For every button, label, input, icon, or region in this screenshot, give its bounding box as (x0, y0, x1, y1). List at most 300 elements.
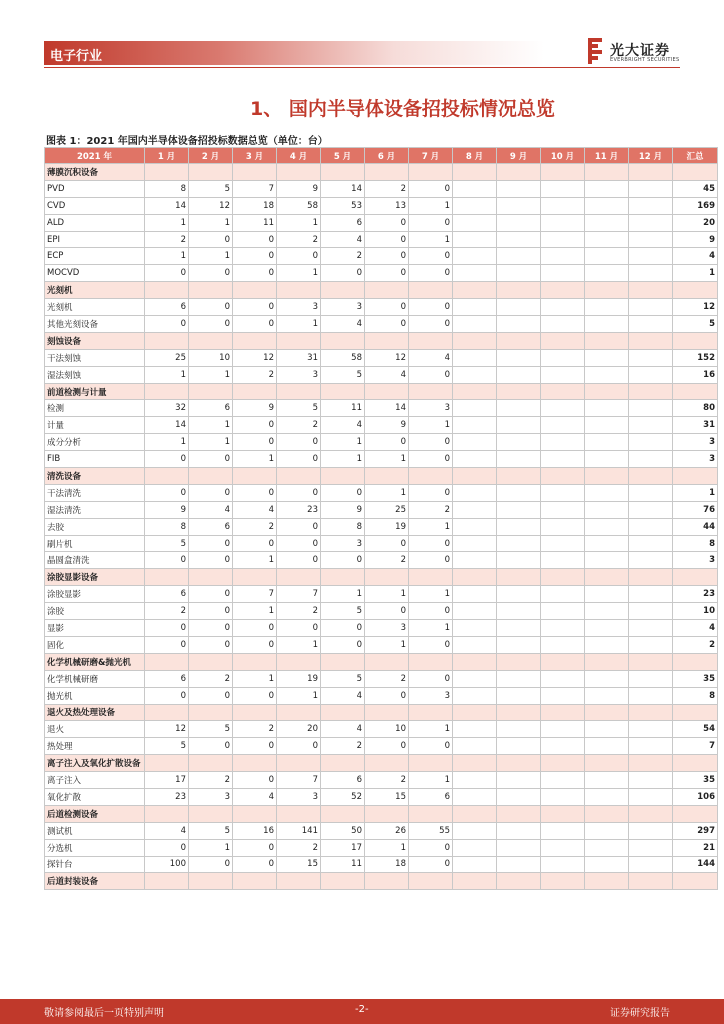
empty-cell (541, 856, 585, 873)
month-value: 0 (409, 366, 453, 383)
empty-cell (497, 349, 541, 366)
category-label: 清洗设备 (45, 468, 145, 485)
empty-cell (541, 721, 585, 738)
month-value: 0 (321, 265, 365, 282)
empty-cell (629, 400, 673, 417)
empty-cell (321, 653, 365, 670)
row-total: 76 (673, 501, 718, 518)
month-value: 8 (321, 518, 365, 535)
empty-cell (673, 704, 718, 721)
category-label: 刻蚀设备 (45, 332, 145, 349)
month-value: 3 (365, 620, 409, 637)
month-value: 4 (233, 788, 277, 805)
month-value: 14 (145, 197, 189, 214)
month-value: 0 (277, 434, 321, 451)
empty-cell (453, 383, 497, 400)
empty-cell (673, 653, 718, 670)
empty-cell (145, 704, 189, 721)
empty-cell (585, 772, 629, 789)
empty-cell (277, 653, 321, 670)
table-row (45, 788, 718, 805)
month-value: 2 (321, 248, 365, 265)
month-value: 0 (409, 839, 453, 856)
month-value: 19 (365, 518, 409, 535)
row-label: EPI (45, 231, 145, 248)
empty-cell (629, 434, 673, 451)
month-value: 14 (145, 417, 189, 434)
month-value: 0 (365, 248, 409, 265)
empty-cell (541, 316, 585, 333)
row-label: FIB (45, 451, 145, 468)
category-row (45, 873, 718, 890)
empty-cell (497, 738, 541, 755)
empty-cell (541, 687, 585, 704)
month-value: 7 (233, 586, 277, 603)
month-value: 10 (189, 349, 233, 366)
empty-cell (541, 518, 585, 535)
month-value: 3 (277, 299, 321, 316)
row-total: 3 (673, 434, 718, 451)
empty-cell (629, 484, 673, 501)
month-value: 5 (277, 400, 321, 417)
month-value: 5 (321, 366, 365, 383)
month-value: 0 (409, 451, 453, 468)
month-value: 2 (409, 501, 453, 518)
empty-cell (453, 839, 497, 856)
table-row (45, 214, 718, 231)
month-value: 0 (189, 535, 233, 552)
empty-cell (453, 670, 497, 687)
month-value: 9 (365, 417, 409, 434)
empty-cell (453, 501, 497, 518)
empty-cell (541, 805, 585, 822)
empty-cell (629, 197, 673, 214)
empty-cell (453, 282, 497, 299)
month-value: 55 (409, 822, 453, 839)
row-label: 干法清洗 (45, 484, 145, 501)
month-value: 0 (233, 299, 277, 316)
empty-cell (585, 349, 629, 366)
empty-cell (453, 873, 497, 890)
month-value: 0 (365, 299, 409, 316)
empty-cell (629, 265, 673, 282)
month-value: 25 (365, 501, 409, 518)
empty-cell (629, 569, 673, 586)
empty-cell (365, 164, 409, 181)
empty-cell (629, 586, 673, 603)
empty-cell (497, 518, 541, 535)
empty-cell (585, 383, 629, 400)
empty-cell (541, 299, 585, 316)
row-total: 4 (673, 620, 718, 637)
empty-cell (365, 653, 409, 670)
table-row (45, 434, 718, 451)
empty-cell (629, 620, 673, 637)
month-value: 0 (233, 484, 277, 501)
empty-cell (453, 704, 497, 721)
empty-cell (189, 755, 233, 772)
empty-cell (365, 383, 409, 400)
empty-cell (541, 248, 585, 265)
empty-cell (453, 214, 497, 231)
empty-cell (629, 349, 673, 366)
empty-cell (365, 468, 409, 485)
category-row (45, 704, 718, 721)
month-value: 0 (409, 484, 453, 501)
empty-cell (497, 873, 541, 890)
empty-cell (321, 282, 365, 299)
table-row (45, 670, 718, 687)
month-value: 1 (365, 484, 409, 501)
month-value: 12 (189, 197, 233, 214)
empty-cell (453, 316, 497, 333)
table-row (45, 738, 718, 755)
empty-cell (189, 383, 233, 400)
month-value: 1 (409, 417, 453, 434)
empty-cell (585, 248, 629, 265)
empty-cell (497, 180, 541, 197)
month-value: 1 (233, 552, 277, 569)
empty-cell (497, 721, 541, 738)
month-value: 0 (277, 535, 321, 552)
empty-cell (541, 434, 585, 451)
section-label: 电子行业 (50, 49, 103, 64)
row-label: 测试机 (45, 822, 145, 839)
month-value: 2 (365, 180, 409, 197)
month-value: 6 (145, 586, 189, 603)
row-total: 20 (673, 214, 718, 231)
header-cell: 8 月 (453, 148, 497, 164)
empty-cell (673, 164, 718, 181)
table-row (45, 636, 718, 653)
empty-cell (497, 620, 541, 637)
row-label: 分选机 (45, 839, 145, 856)
empty-cell (233, 282, 277, 299)
row-label: 热处理 (45, 738, 145, 755)
month-value: 0 (189, 620, 233, 637)
empty-cell (629, 805, 673, 822)
empty-cell (453, 586, 497, 603)
empty-cell (629, 164, 673, 181)
empty-cell (497, 434, 541, 451)
table-row (45, 721, 718, 738)
empty-cell (629, 839, 673, 856)
month-value: 4 (321, 417, 365, 434)
empty-cell (585, 620, 629, 637)
table-row (45, 299, 718, 316)
empty-cell (629, 535, 673, 552)
empty-cell (189, 282, 233, 299)
empty-cell (453, 434, 497, 451)
empty-cell (541, 231, 585, 248)
row-label: 抛光机 (45, 687, 145, 704)
month-value: 9 (145, 501, 189, 518)
month-value: 6 (321, 214, 365, 231)
month-value: 15 (277, 856, 321, 873)
empty-cell (453, 687, 497, 704)
table-row (45, 501, 718, 518)
empty-cell (585, 197, 629, 214)
month-value: 11 (321, 856, 365, 873)
row-total: 1 (673, 484, 718, 501)
month-value: 1 (409, 197, 453, 214)
month-value: 1 (189, 417, 233, 434)
empty-cell (409, 383, 453, 400)
empty-cell (277, 755, 321, 772)
month-value: 1 (233, 451, 277, 468)
month-value: 23 (145, 788, 189, 805)
empty-cell (277, 164, 321, 181)
empty-cell (453, 299, 497, 316)
row-label: CVD (45, 197, 145, 214)
logo-text: 光大证券 (610, 43, 670, 59)
empty-cell (277, 805, 321, 822)
logo-icon (588, 38, 604, 64)
month-value: 0 (145, 636, 189, 653)
empty-cell (541, 332, 585, 349)
month-value: 1 (277, 636, 321, 653)
empty-cell (585, 755, 629, 772)
empty-cell (541, 603, 585, 620)
month-value: 4 (321, 231, 365, 248)
empty-cell (629, 873, 673, 890)
row-total: 44 (673, 518, 718, 535)
empty-cell (189, 468, 233, 485)
row-label: 干法刻蚀 (45, 349, 145, 366)
month-value: 9 (233, 400, 277, 417)
month-value: 0 (365, 214, 409, 231)
month-value: 0 (365, 231, 409, 248)
month-value: 0 (365, 738, 409, 755)
month-value: 0 (145, 552, 189, 569)
category-row (45, 383, 718, 400)
month-value: 8 (145, 518, 189, 535)
row-label: 成分分析 (45, 434, 145, 451)
empty-cell (497, 788, 541, 805)
category-label: 退火及热处理设备 (45, 704, 145, 721)
month-value: 1 (321, 434, 365, 451)
empty-cell (409, 164, 453, 181)
empty-cell (585, 873, 629, 890)
table-header-row (45, 148, 718, 164)
empty-cell (585, 822, 629, 839)
month-value: 2 (233, 721, 277, 738)
month-value: 0 (145, 265, 189, 282)
empty-cell (497, 366, 541, 383)
empty-cell (189, 569, 233, 586)
row-label: 其他光刻设备 (45, 316, 145, 333)
empty-cell (453, 332, 497, 349)
empty-cell (497, 501, 541, 518)
month-value: 0 (233, 620, 277, 637)
month-value: 10 (365, 721, 409, 738)
month-value: 0 (321, 484, 365, 501)
row-label: 湿法刻蚀 (45, 366, 145, 383)
empty-cell (497, 603, 541, 620)
row-label: 探针台 (45, 856, 145, 873)
header-cell: 11 月 (585, 148, 629, 164)
month-value: 1 (145, 434, 189, 451)
month-value: 2 (189, 670, 233, 687)
empty-cell (233, 569, 277, 586)
empty-cell (277, 332, 321, 349)
empty-cell (585, 164, 629, 181)
empty-cell (585, 265, 629, 282)
empty-cell (629, 636, 673, 653)
row-total: 16 (673, 366, 718, 383)
row-label: 退火 (45, 721, 145, 738)
empty-cell (585, 805, 629, 822)
row-total: 8 (673, 535, 718, 552)
table-row (45, 856, 718, 873)
month-value: 0 (409, 265, 453, 282)
empty-cell (277, 873, 321, 890)
empty-cell (453, 653, 497, 670)
empty-cell (497, 468, 541, 485)
month-value: 2 (365, 670, 409, 687)
empty-cell (189, 332, 233, 349)
empty-cell (365, 282, 409, 299)
brand-logo (588, 38, 688, 68)
empty-cell (541, 620, 585, 637)
header-cell: 9 月 (497, 148, 541, 164)
empty-cell (409, 282, 453, 299)
empty-cell (497, 653, 541, 670)
table-row (45, 772, 718, 789)
empty-cell (409, 653, 453, 670)
empty-cell (189, 704, 233, 721)
month-value: 5 (145, 738, 189, 755)
empty-cell (497, 636, 541, 653)
empty-cell (629, 248, 673, 265)
month-value: 0 (145, 620, 189, 637)
month-value: 4 (409, 349, 453, 366)
empty-cell (497, 197, 541, 214)
category-label: 涂胶显影设备 (45, 569, 145, 586)
month-value: 0 (189, 484, 233, 501)
empty-cell (585, 400, 629, 417)
table-row (45, 400, 718, 417)
table-row (45, 349, 718, 366)
month-value: 5 (145, 535, 189, 552)
row-total: 297 (673, 822, 718, 839)
month-value: 1 (365, 636, 409, 653)
empty-cell (497, 451, 541, 468)
month-value: 1 (145, 248, 189, 265)
empty-cell (585, 501, 629, 518)
empty-cell (497, 856, 541, 873)
month-value: 0 (189, 738, 233, 755)
empty-cell (541, 265, 585, 282)
empty-cell (365, 332, 409, 349)
table-caption: 图表 1：2021 年国内半导体设备招投标数据总览（单位：台） (46, 136, 328, 147)
empty-cell (277, 383, 321, 400)
page-number: -2- (355, 1004, 369, 1015)
month-value: 2 (145, 603, 189, 620)
month-value: 1 (277, 265, 321, 282)
month-value: 9 (321, 501, 365, 518)
empty-cell (453, 468, 497, 485)
month-value: 12 (365, 349, 409, 366)
empty-cell (497, 214, 541, 231)
empty-cell (453, 197, 497, 214)
empty-cell (629, 417, 673, 434)
empty-cell (409, 704, 453, 721)
month-value: 1 (277, 687, 321, 704)
empty-cell (629, 670, 673, 687)
empty-cell (585, 603, 629, 620)
header-cell: 2 月 (189, 148, 233, 164)
month-value: 0 (233, 738, 277, 755)
table-row (45, 366, 718, 383)
row-label: ECP (45, 248, 145, 265)
month-value: 0 (277, 484, 321, 501)
empty-cell (497, 772, 541, 789)
month-value: 1 (189, 366, 233, 383)
empty-cell (541, 670, 585, 687)
empty-cell (409, 873, 453, 890)
header-cell: 汇总 (673, 148, 718, 164)
row-label: ALD (45, 214, 145, 231)
month-value: 1 (145, 214, 189, 231)
row-label: PVD (45, 180, 145, 197)
month-value: 1 (365, 451, 409, 468)
month-value: 1 (409, 231, 453, 248)
row-label: 去胶 (45, 518, 145, 535)
month-value: 14 (365, 400, 409, 417)
empty-cell (585, 332, 629, 349)
table-row (45, 620, 718, 637)
month-value: 0 (145, 451, 189, 468)
empty-cell (585, 721, 629, 738)
row-total: 31 (673, 417, 718, 434)
month-value: 2 (321, 738, 365, 755)
month-value: 0 (409, 856, 453, 873)
month-value: 2 (189, 772, 233, 789)
empty-cell (541, 400, 585, 417)
month-value: 1 (233, 670, 277, 687)
footer-disclaimer: 敬请参阅最后一页特别声明 (44, 1008, 164, 1019)
row-label: 涂胶显影 (45, 586, 145, 603)
month-value: 0 (189, 451, 233, 468)
table-row (45, 197, 718, 214)
empty-cell (145, 569, 189, 586)
empty-cell (453, 755, 497, 772)
header-cell: 6 月 (365, 148, 409, 164)
month-value: 7 (277, 772, 321, 789)
empty-cell (321, 704, 365, 721)
empty-cell (189, 805, 233, 822)
month-value: 12 (145, 721, 189, 738)
empty-cell (409, 569, 453, 586)
category-label: 薄膜沉积设备 (45, 164, 145, 181)
month-value: 0 (189, 586, 233, 603)
empty-cell (233, 468, 277, 485)
empty-cell (541, 164, 585, 181)
row-total: 54 (673, 721, 718, 738)
month-value: 0 (189, 552, 233, 569)
empty-cell (409, 468, 453, 485)
month-value: 6 (409, 788, 453, 805)
empty-cell (321, 164, 365, 181)
empty-cell (453, 451, 497, 468)
empty-cell (673, 468, 718, 485)
empty-cell (585, 552, 629, 569)
category-row (45, 282, 718, 299)
month-value: 0 (409, 535, 453, 552)
empty-cell (585, 856, 629, 873)
month-value: 1 (321, 586, 365, 603)
